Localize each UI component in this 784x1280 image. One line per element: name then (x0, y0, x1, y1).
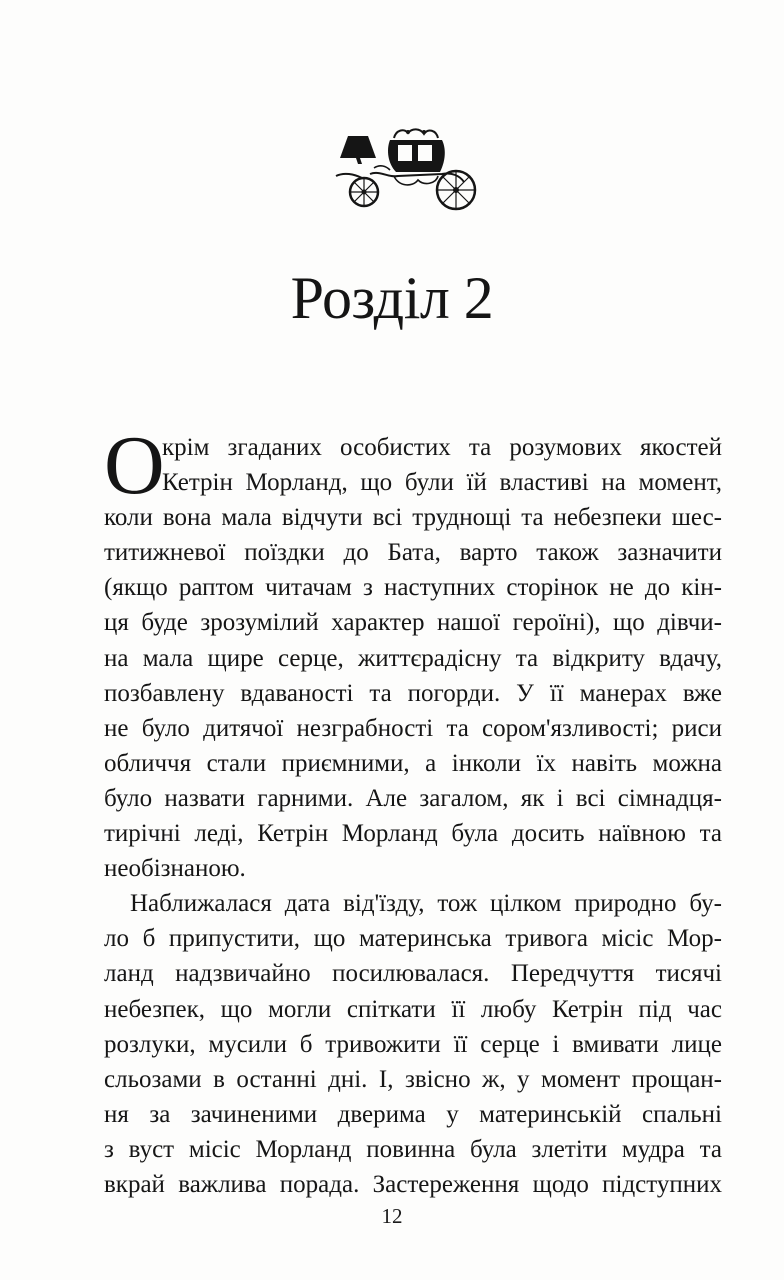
chapter-title: Розділ 2 (290, 265, 494, 331)
text-line: ланд надзвичайно посилювалася. Передчуття тисячі (104, 960, 722, 988)
text-line: на мала щире серце, життєрадісну та відкриту вдачу, (104, 644, 722, 672)
text-line: небезпек, що могли спіткати її любу Кетрін під час (104, 995, 722, 1023)
text-line: не було дитячої незграбності та сором'язливості; риси (104, 714, 722, 742)
text-line: було назвати гарними. Але загалом, як і всі сімнадця- (104, 784, 722, 812)
body-text (104, 430, 722, 1202)
page-number: 12 (381, 1204, 403, 1228)
text-line: позбавлену вдаваності та погорди. У її манерах вже (104, 679, 722, 707)
text-line: розлуки, мусили б тривожити її серце і вмивати лице (104, 1030, 722, 1058)
text-line: тирічні леді, Кетрін Морланд була досить наївною та (104, 820, 722, 848)
text-line: ло б припустити, що материнська тривога місіс Мор- (104, 925, 722, 953)
text-line: ця буде зрозумілий характер нашої героїні), що дівчи- (104, 609, 722, 637)
text-line: (якщо раптом читачам з наступних сторінок не до кін- (104, 574, 722, 602)
text-line: титижневої поїздки до Бата, варто також зазначити (104, 539, 722, 567)
paragraph (104, 886, 722, 1202)
drop-cap: О (104, 419, 165, 512)
text-line: з вуст місіс Морланд повинна була злетіти мудра та (104, 1135, 722, 1163)
text-line: Наближалася дата від'їзду, тож цілком природно бу- (130, 890, 722, 918)
text-line: коли вона мала відчути всі труднощі та небезпеки шес- (104, 504, 722, 532)
text-line: крім згаданих особистих та розумових якостей (162, 434, 722, 461)
text-line: ня за зачиненими дверима у материнській спальні (104, 1100, 722, 1128)
text-line: сльозами в останні дні. І, звісно ж, у момент прощан- (104, 1065, 722, 1093)
text-line: Кетрін Морланд, що були їй властиві на момент, (162, 469, 722, 497)
paragraph (104, 430, 722, 886)
text-line: необізнаною. (104, 855, 246, 883)
text-line: вкрай важлива порада. Застереження щодо підступних (104, 1170, 722, 1198)
carriage-icon (334, 120, 482, 212)
text-line: обличчя стали приємними, а інколи їх навіть можна (104, 749, 722, 777)
